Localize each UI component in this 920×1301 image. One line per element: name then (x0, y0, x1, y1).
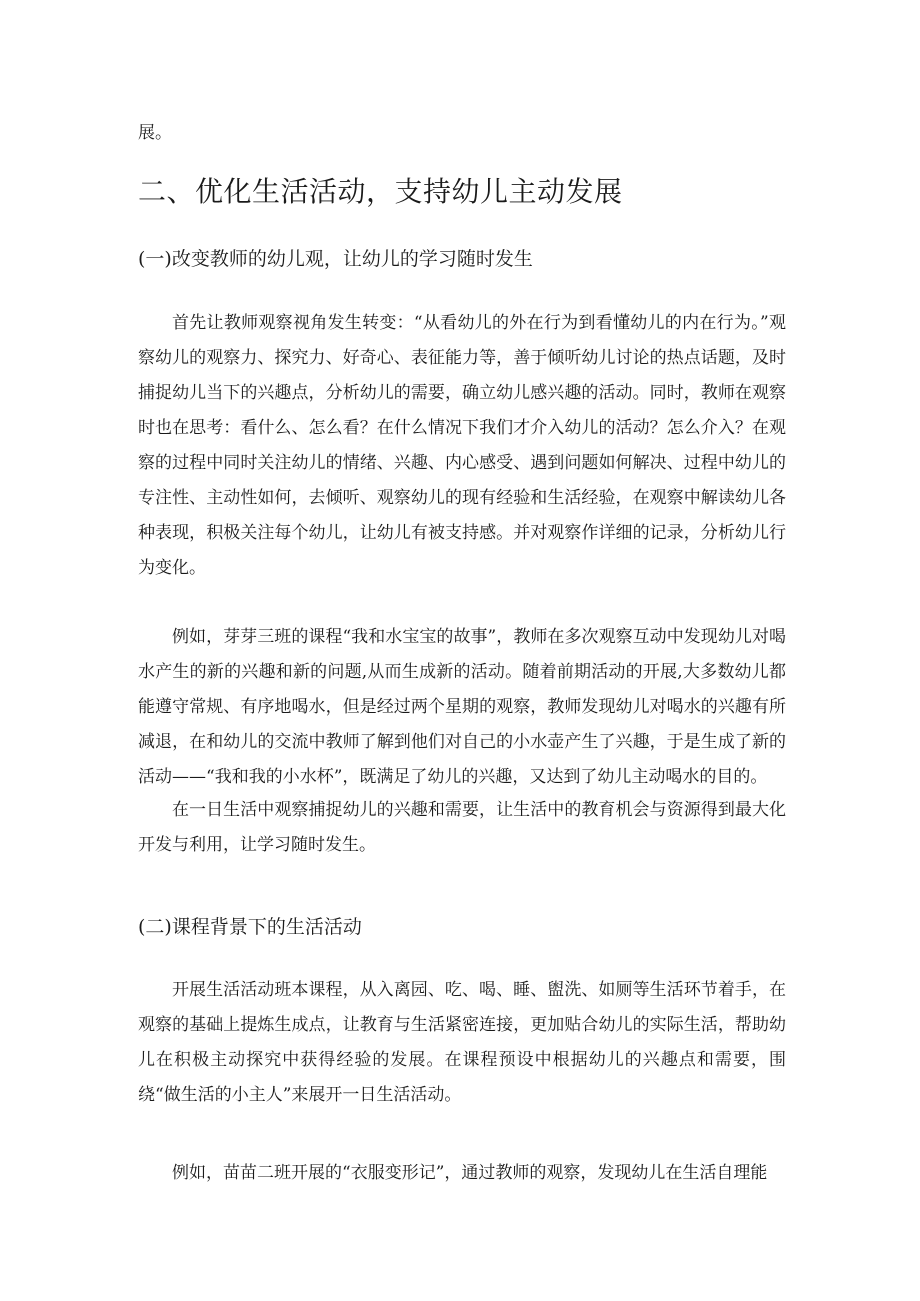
paragraph-water-example: 例如，芽芽三班的课程“我和水宝宝的故事”，教师在多次观察互动中发现幼儿对喝水产生的新的兴趣和新的问题,从而生成新的活动。随着前期活动的开展,大多数幼儿都能遵守常规、有序地喝水，但是经过两个星期的观察，教师发现幼儿对喝水的兴趣有所减退，在和幼儿的交流中教师了解到他们对自己的小水壶产生了兴趣，于是生成了新的活动——“我和我的小水杯”，既满足了幼儿的兴趣，又达到了幼儿主动喝水的目的。 (138, 627, 786, 787)
subsection-2-title: (二)课程背景下的生活活动 (138, 916, 362, 938)
lead-fragment: 展。 (138, 123, 172, 143)
section-title: 二、优化生活活动，支持幼儿主动发展 (138, 175, 623, 208)
paragraph-clothes-example: 例如，苗苗二班开展的“衣服变形记”，通过教师的观察，发现幼儿在生活自理能 (172, 1163, 768, 1183)
subsection-1-title: (一)改变教师的幼儿观，让幼儿的学习随时发生 (138, 248, 533, 270)
paragraph-life-curriculum: 开展生活活动班本课程，从入离园、吃、喝、睡、盥洗、如厕等生活环节着手，在观察的基础上提炼生成点，让教育与生活紧密连接，更加贴合幼儿的实际生活，帮助幼儿在积极主动探究中获得经验的发展。在课程预设中根据幼儿的兴趣点和需要，围绕“做生活的小主人”来展开一日生活活动。 (138, 980, 786, 1105)
paragraph-observation-shift: 首先让教师观察视角发生转变：“从看幼儿的外在行为到看懂幼儿的内在行为。”观察幼儿的观察力、探究力、好奇心、表征能力等，善于倾听幼儿讨论的热点话题，及时捕捉幼儿当下的兴趣点，分析幼儿的需要，确立幼儿感兴趣的活动。同时，教师在观察时也在思考：看什么、怎么看？在什么情况下我们才介入幼儿的活动？怎么介入？在观察的过程中同时关注幼儿的情绪、兴趣、内心感受、遇到问题如何解决、过程中幼儿的专注性、主动性如何，去倾听、观察幼儿的现有经验和生活经验，在观察中解读幼儿各种表现，积极关注每个幼儿，让幼儿有被支持感。并对观察作详细的记录，分析幼儿行为变化。 (138, 313, 786, 578)
paragraph-daily-life: 在一日生活中观察捕捉幼儿的兴趣和需要，让生活中的教育机会与资源得到最大化开发与利用，让学习随时发生。 (138, 800, 786, 855)
